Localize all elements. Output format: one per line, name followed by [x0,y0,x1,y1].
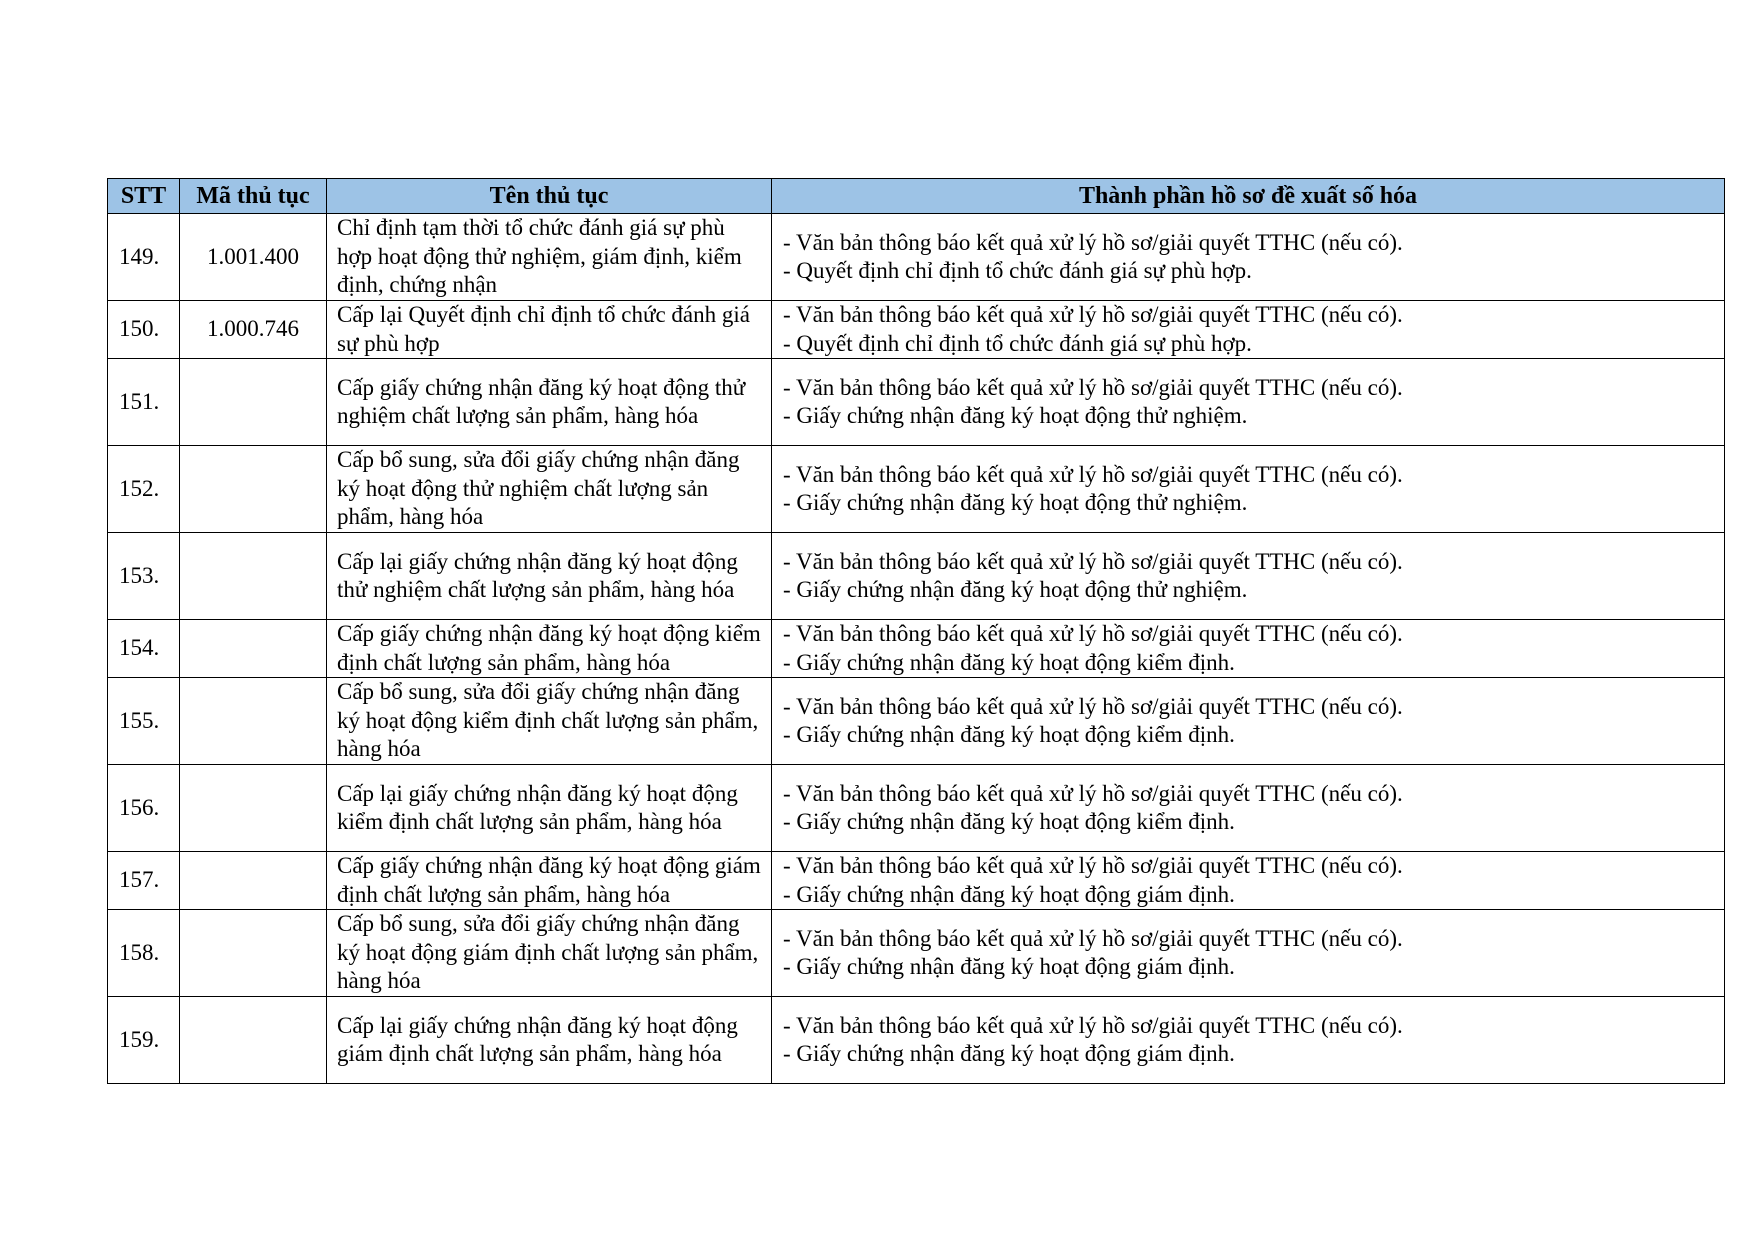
doc-line: - Giấy chứng nhận đăng ký hoạt động kiểm định. [783,649,1235,675]
row-code [180,620,327,678]
table-row [108,765,1725,852]
row-name-text: Cấp bổ sung, sửa đổi giấy chứng nhận đăng ký hoạt động giám định chất lượng sản phẩm, hàng hóa [337,911,759,994]
row-name-text: Cấp giấy chứng nhận đăng ký hoạt động kiểm định chất lượng sản phẩm, hàng hóa [337,621,761,675]
row-code: 1.000.746 [180,301,327,359]
row-docs [772,678,1725,765]
doc-line: - Văn bản thông báo kết quả xử lý hồ sơ/giải quyết TTHC (nếu có). [783,548,1403,574]
table-row [108,359,1725,446]
table-row [108,910,1725,997]
doc-line: - Giấy chứng nhận đăng ký hoạt động thử nghiệm. [783,577,1248,602]
row-docs [772,359,1725,446]
table-row [108,620,1725,678]
row-stt: 149. [108,214,180,301]
row-name [327,852,772,910]
table-header-row [108,179,1725,214]
doc-line: - Văn bản thông báo kết quả xử lý hồ sơ/giải quyết TTHC (nếu có). [783,461,1403,487]
row-name-text: Cấp lại giấy chứng nhận đăng ký hoạt động kiểm định chất lượng sản phẩm, hàng hóa [337,780,738,834]
row-docs [772,533,1725,620]
doc-line: - Giấy chứng nhận đăng ký hoạt động giám định. [783,881,1235,907]
row-code [180,533,327,620]
row-name-text: Chỉ định tạm thời tổ chức đánh giá sự phù hợp hoạt động thử nghiệm, giám định, kiểm định, chứng nhận [337,215,742,298]
table-row [108,852,1725,910]
row-name [327,301,772,359]
doc-line: - Quyết định chỉ định tổ chức đánh giá sự phù hợp. [783,330,1252,356]
doc-line: - Văn bản thông báo kết quả xử lý hồ sơ/giải quyết TTHC (nếu có). [783,853,1403,878]
row-docs [772,910,1725,997]
row-stt: 150. [108,301,180,359]
row-code [180,678,327,765]
row-name [327,214,772,301]
row-docs [772,301,1725,359]
row-docs [772,765,1725,852]
row-stt: 155. [108,678,180,765]
row-code [180,765,327,852]
row-name [327,359,772,446]
row-stt: 156. [108,765,180,852]
doc-line: - Giấy chứng nhận đăng ký hoạt động thử nghiệm. [783,403,1248,428]
row-name-text: Cấp bổ sung, sửa đổi giấy chứng nhận đăng ký hoạt động thử nghiệm chất lượng sản phẩm, hàng hóa [337,447,740,530]
row-name [327,678,772,765]
row-name [327,446,772,533]
doc-line: - Văn bản thông báo kết quả xử lý hồ sơ/giải quyết TTHC (nếu có). [783,229,1403,255]
row-stt: 158. [108,910,180,997]
header-docs: Thành phần hồ sơ đề xuất số hóa [772,179,1725,214]
doc-line: - Văn bản thông báo kết quả xử lý hồ sơ/giải quyết TTHC (nếu có). [783,621,1403,646]
row-code [180,997,327,1084]
row-docs [772,214,1725,301]
row-name [327,997,772,1084]
table-row [108,678,1725,765]
doc-line: - Văn bản thông báo kết quả xử lý hồ sơ/giải quyết TTHC (nếu có). [783,302,1403,327]
doc-line: - Văn bản thông báo kết quả xử lý hồ sơ/giải quyết TTHC (nếu có). [783,693,1403,719]
row-stt: 154. [108,620,180,678]
row-docs [772,852,1725,910]
row-name [327,533,772,620]
row-name-text: Cấp lại giấy chứng nhận đăng ký hoạt động giám định chất lượng sản phẩm, hàng hóa [337,1012,738,1066]
row-name [327,910,772,997]
doc-line: - Quyết định chỉ định tổ chức đánh giá sự phù hợp. [783,258,1252,283]
row-name [327,620,772,678]
row-docs [772,620,1725,678]
row-name-text: Cấp lại giấy chứng nhận đăng ký hoạt động thử nghiệm chất lượng sản phẩm, hàng hóa [337,548,738,602]
doc-line: - Giấy chứng nhận đăng ký hoạt động kiểm định. [783,809,1235,834]
header-name: Tên thủ tục [327,179,772,214]
procedures-table [107,178,1725,1084]
row-name-text: Cấp giấy chứng nhận đăng ký hoạt động thử nghiệm chất lượng sản phẩm, hàng hóa [337,374,746,428]
table-row [108,446,1725,533]
table-row [108,214,1725,301]
table-row [108,533,1725,620]
row-name-text: Cấp lại Quyết định chỉ định tổ chức đánh giá sự phù hợp [337,302,750,356]
doc-line: - Văn bản thông báo kết quả xử lý hồ sơ/giải quyết TTHC (nếu có). [783,925,1403,951]
row-code [180,910,327,997]
doc-line: - Giấy chứng nhận đăng ký hoạt động giám định. [783,1041,1235,1066]
doc-line: - Giấy chứng nhận đăng ký hoạt động giám định. [783,954,1235,979]
row-name [327,765,772,852]
doc-line: - Văn bản thông báo kết quả xử lý hồ sơ/giải quyết TTHC (nếu có). [783,374,1403,400]
row-stt: 151. [108,359,180,446]
row-name-text: Cấp bổ sung, sửa đổi giấy chứng nhận đăng ký hoạt động kiểm định chất lượng sản phẩm, hàng hóa [337,679,759,762]
header-stt: STT [108,179,180,214]
doc-line: - Giấy chứng nhận đăng ký hoạt động kiểm định. [783,722,1235,747]
row-stt: 157. [108,852,180,910]
row-code [180,446,327,533]
row-code: 1.001.400 [180,214,327,301]
row-code [180,359,327,446]
row-name-text: Cấp giấy chứng nhận đăng ký hoạt động giám định chất lượng sản phẩm, hàng hóa [337,853,761,907]
row-docs [772,997,1725,1084]
doc-line: - Văn bản thông báo kết quả xử lý hồ sơ/giải quyết TTHC (nếu có). [783,1012,1403,1038]
header-code: Mã thủ tục [180,179,327,214]
doc-line: - Giấy chứng nhận đăng ký hoạt động thử nghiệm. [783,490,1248,515]
row-stt: 152. [108,446,180,533]
doc-line: - Văn bản thông báo kết quả xử lý hồ sơ/giải quyết TTHC (nếu có). [783,780,1403,806]
row-stt: 153. [108,533,180,620]
row-code [180,852,327,910]
row-docs [772,446,1725,533]
row-stt: 159. [108,997,180,1084]
table-row [108,997,1725,1084]
table-row [108,301,1725,359]
